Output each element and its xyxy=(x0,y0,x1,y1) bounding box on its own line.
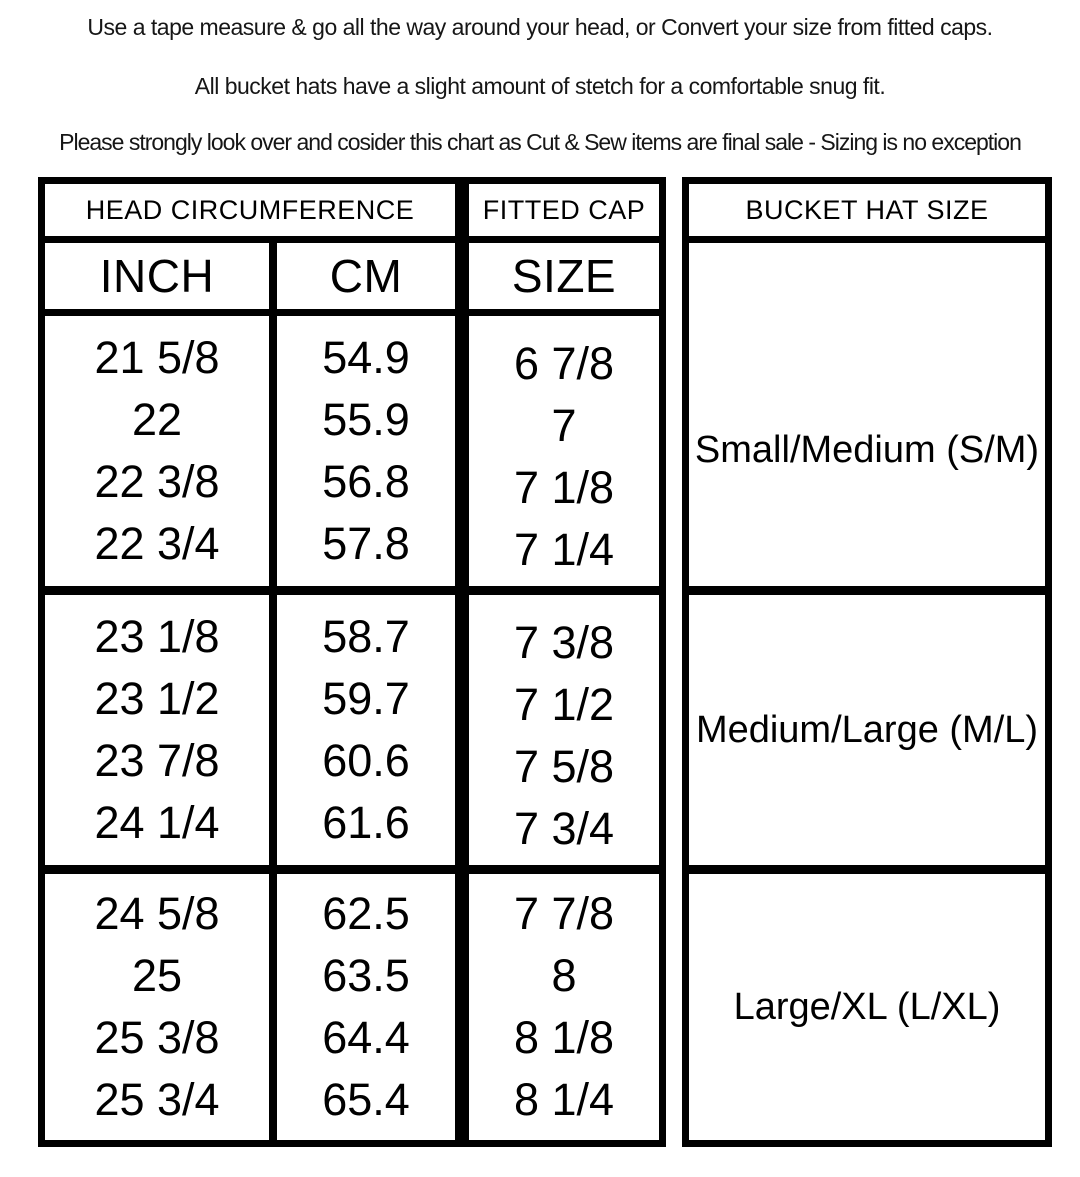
fitted-cap-group-lxl xyxy=(469,874,659,1140)
inch-value: 23 1/8 xyxy=(94,611,220,662)
cm-value: 59.7 xyxy=(322,673,410,724)
head-circumference-section xyxy=(38,177,462,1147)
cm-value: 62.5 xyxy=(322,888,410,939)
inch-value: 25 3/4 xyxy=(94,1074,220,1125)
fitted-size-value: 6 7/8 xyxy=(513,338,615,389)
cm-value: 58.7 xyxy=(322,611,410,662)
inch-values-lxl xyxy=(45,874,269,1140)
head-circumference-header: HEAD CIRCUMFERENCE xyxy=(45,184,455,243)
size-column-header: SIZE xyxy=(511,250,617,302)
inch-value: 22 xyxy=(131,394,183,445)
cm-value: 64.4 xyxy=(322,1012,410,1063)
size-chart-table xyxy=(38,177,1052,1147)
fitted-cap-group-sm xyxy=(469,316,659,595)
intro-line-measure: Use a tape measure & go all the way around your head, or Convert your size from fitted caps. xyxy=(87,14,993,40)
inch-values-sm xyxy=(45,316,269,586)
bucket-hat-size-header: BUCKET HAT SIZE xyxy=(689,184,1045,243)
inch-value: 23 1/2 xyxy=(94,673,220,724)
inch-cm-divider xyxy=(269,316,277,586)
fitted-values-sm xyxy=(469,316,659,586)
fitted-size-value: 8 xyxy=(551,950,577,1001)
inch-values-ml xyxy=(45,595,269,865)
fitted-cap-header: FITTED CAP xyxy=(469,184,659,243)
cm-values-lxl xyxy=(277,874,455,1140)
cm-value: 65.4 xyxy=(322,1074,410,1125)
head-circumference-subheader-row xyxy=(45,243,455,316)
fitted-size-value: 8 1/8 xyxy=(513,1012,615,1063)
bucket-size-label: Small/Medium (S/M) xyxy=(694,429,1040,471)
cm-values-sm xyxy=(277,316,455,586)
inch-cm-divider xyxy=(269,874,277,1140)
fitted-values-ml xyxy=(469,595,659,865)
inch-value: 21 5/8 xyxy=(94,332,220,383)
fitted-cap-section xyxy=(462,177,666,1147)
bucket-size-cell-sm xyxy=(689,243,1045,595)
inch-value: 22 3/4 xyxy=(94,518,220,569)
cm-value: 60.6 xyxy=(322,735,410,786)
inch-cm-divider xyxy=(269,243,277,309)
bucket-size-cell-ml xyxy=(689,595,1045,874)
fitted-size-value: 7 xyxy=(551,400,577,451)
fitted-size-value: 7 1/4 xyxy=(513,524,615,575)
bucket-size-cell-lxl xyxy=(689,874,1045,1140)
head-circumference-group-ml xyxy=(45,595,455,874)
cm-value: 61.6 xyxy=(322,797,410,848)
cm-value: 54.9 xyxy=(322,332,410,383)
inch-value: 23 7/8 xyxy=(94,735,220,786)
inch-value: 24 5/8 xyxy=(94,888,220,939)
inch-value: 24 1/4 xyxy=(94,797,220,848)
fitted-size-value: 7 3/4 xyxy=(513,803,615,854)
intro-line-stretch: All bucket hats have a slight amount of stetch for a comfortable snug fit. xyxy=(194,73,886,99)
cm-value: 56.8 xyxy=(322,456,410,507)
inch-cm-divider xyxy=(269,595,277,865)
bucket-size-label: Medium/Large (M/L) xyxy=(695,708,1039,751)
fitted-cap-group-ml xyxy=(469,595,659,874)
fitted-size-value: 7 1/8 xyxy=(513,462,615,513)
bucket-hat-section xyxy=(682,177,1052,1147)
cm-values-ml xyxy=(277,595,455,865)
fitted-size-value: 7 3/8 xyxy=(513,617,615,668)
fitted-size-value: 7 5/8 xyxy=(513,741,615,792)
cm-value: 55.9 xyxy=(322,394,410,445)
cm-value: 63.5 xyxy=(322,950,410,1001)
fitted-size-value: 7 1/2 xyxy=(513,679,615,730)
fitted-cap-subheader-row xyxy=(469,243,659,316)
inch-value: 22 3/8 xyxy=(94,456,220,507)
cm-column-header: CM xyxy=(329,250,403,302)
inch-column-header: INCH xyxy=(99,250,215,302)
fitted-values-lxl xyxy=(469,874,659,1140)
head-circumference-group-lxl xyxy=(45,874,455,1140)
cm-value: 57.8 xyxy=(322,518,410,569)
fitted-size-value: 7 7/8 xyxy=(513,888,615,939)
inch-value: 25 xyxy=(131,950,183,1001)
inch-value: 25 3/8 xyxy=(94,1012,220,1063)
intro-line-final-sale: Please strongly look over and cosider this chart as Cut & Sew items are final sale - Sizing is no exception xyxy=(59,129,1021,155)
head-circumference-group-sm xyxy=(45,316,455,595)
fitted-size-value: 8 1/4 xyxy=(513,1074,615,1125)
bucket-size-label: Large/XL (L/XL) xyxy=(733,985,1001,1028)
